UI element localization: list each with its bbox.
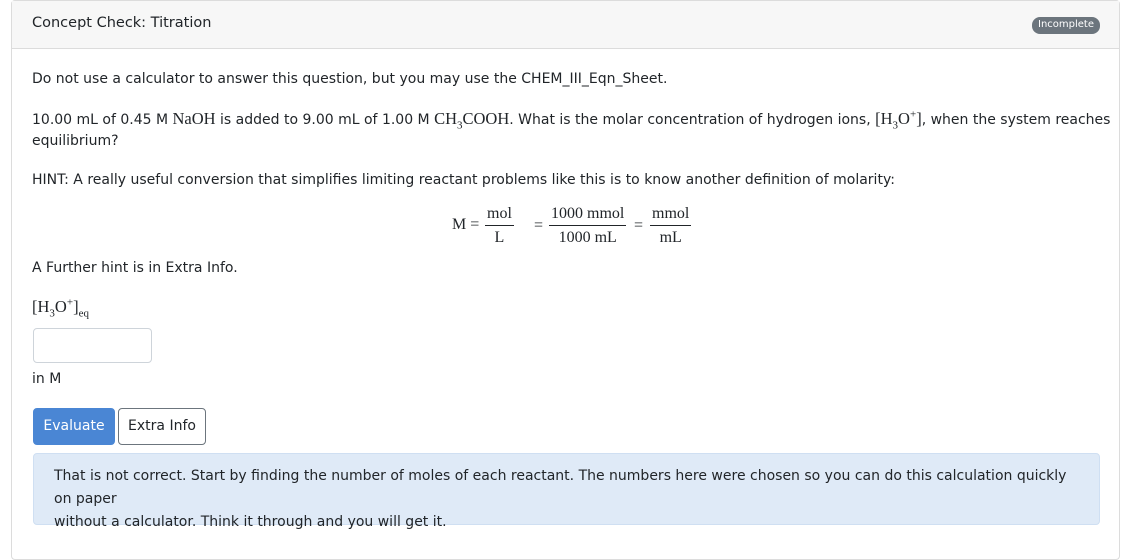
- fraction-mmol-per-ml-1000: 1000 mmol 1000 mL: [551, 205, 625, 246]
- acetic-acid-formula: $CH_3COOH$: [434, 109, 510, 132]
- instruction-text: Do not use a calculator to answer this question, but you may use the CHEM_III_Eqn_Sheet.: [32, 71, 668, 87]
- hydronium-formula: $[H_3O^+]$: [875, 108, 922, 132]
- formula-equals-2: =: [634, 217, 644, 234]
- feedback-line-2: without a calculator. Think it through and you will get it.: [54, 514, 447, 530]
- question-card: [11, 0, 1120, 560]
- fraction-mmol-per-ml: mmol mL: [652, 205, 690, 246]
- formula-equals-1: =: [534, 217, 544, 234]
- formula-lhs: M =: [452, 216, 480, 233]
- answer-label: $[H_3O^+]_{eq}$: [32, 296, 89, 320]
- naoh-formula: NaOH: [172, 109, 216, 128]
- answer-input[interactable]: [33, 328, 152, 363]
- hint-text: HINT: A really useful conversion that simplifies limiting reactant problems like this is to know another definition of molarity:: [32, 172, 895, 188]
- fraction-mol-per-l: mol L: [487, 205, 512, 246]
- problem-statement-line2: equilibrium?: [32, 133, 119, 149]
- extra-info-button[interactable]: Extra Info: [118, 408, 206, 445]
- card-header: [12, 1, 1119, 49]
- problem-statement: 10.00 mL of 0.45 M NaOH is added to 9.00 mL of 1.00 M $CH_3COOH$. What is the molar concentration of hydrogen ions, $[H_3O^+]$, when the system reaches: [32, 108, 1111, 132]
- evaluate-button[interactable]: Evaluate: [33, 408, 115, 445]
- further-hint-text: A Further hint is in Extra Info.: [32, 260, 238, 276]
- feedback-line-1: That is not correct. Start by finding the number of moles of each reactant. The numbers here were chosen so you can do this calculation quickly on paper: [54, 468, 1067, 507]
- question-title: Concept Check: Titration: [32, 15, 212, 31]
- feedback-alert: [33, 453, 1100, 530]
- status-badge: Incomplete: [1032, 17, 1100, 34]
- units-label: in M: [32, 371, 62, 387]
